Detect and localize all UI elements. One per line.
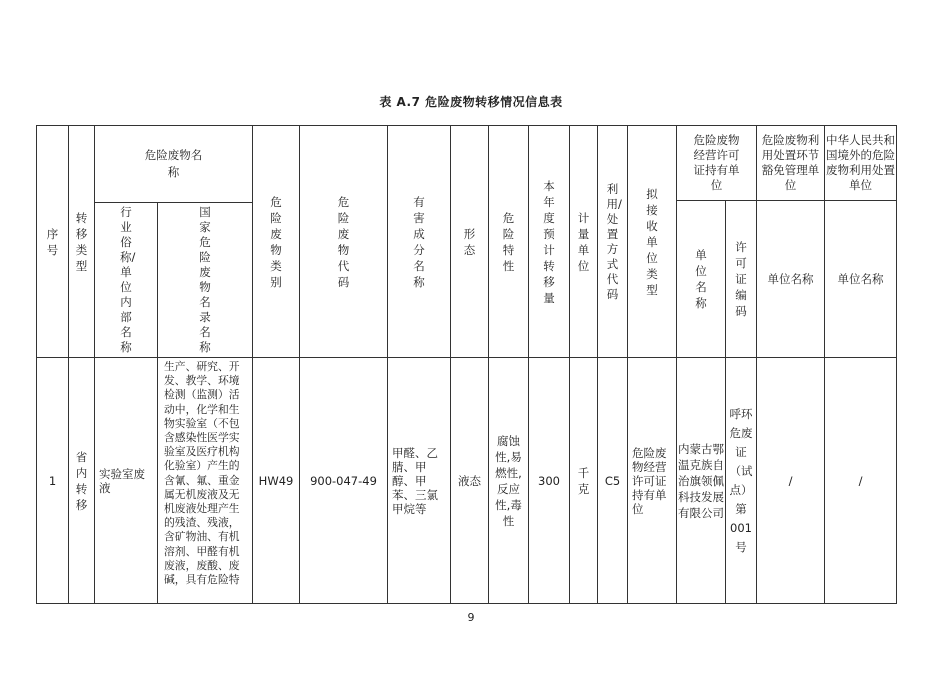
header-annual-amount: 本年度预计转移量 xyxy=(528,125,570,358)
header-seq: 序号 xyxy=(36,125,69,358)
header-abroad-group: 中华人民共和国境外的危险废物利用处置单位 xyxy=(824,125,897,201)
table-row-category: HW49 xyxy=(252,357,300,604)
header-hazard: 危险特性 xyxy=(488,125,529,358)
table-row-seq: 1 xyxy=(36,357,69,604)
header-national-name: 国家危险废物名录名称 xyxy=(157,202,253,358)
header-transfer-type: 转移类型 xyxy=(68,125,95,358)
table-row-industry-name: 实验室废液 xyxy=(94,357,158,604)
header-licensed-no: 许可证编码 xyxy=(725,200,757,358)
table-row-form: 液态 xyxy=(450,357,489,604)
table-row-method: C5 xyxy=(597,357,628,604)
header-exempt-name: 单位名称 xyxy=(756,200,825,358)
header-unit: 计量单位 xyxy=(569,125,598,358)
header-method: 利用/处置方式代码 xyxy=(597,125,628,358)
table-row-licensed-name: 内蒙古鄂温克族自治旗领佩科技发展有限公司 xyxy=(676,357,726,604)
table-row-harmful: 甲醛、乙腈、甲醇、甲苯、三氯甲烷等 xyxy=(387,357,451,604)
table-row-licensed-no: 呼环危废证（试点）第001号 xyxy=(725,357,757,604)
header-licensed-name: 单位名称 xyxy=(676,200,726,358)
header-code: 危险废物代码 xyxy=(299,125,388,358)
header-licensed-group: 危险废物经营许可证持有单位 xyxy=(676,125,757,201)
header-form: 形态 xyxy=(450,125,489,358)
header-industry-name: 行业俗称/单位内部名称 xyxy=(94,202,158,358)
table-row-unit: 千克 xyxy=(569,357,598,604)
table-row-transfer-type: 省内转移 xyxy=(68,357,95,604)
table-row-abroad-name: / xyxy=(824,357,897,604)
header-category: 危险废物类别 xyxy=(252,125,300,358)
page-number: 9 xyxy=(467,611,475,624)
header-exempt-group: 危险废物利用处置环节豁免管理单位 xyxy=(756,125,825,201)
header-receiver-type: 拟接收单位类型 xyxy=(627,125,677,358)
table-row-national-name: 生产、研究、开发、教学、环境检测（监测）活动中，化学和生物实验室（不包含感染性医学实验室及医疗机构化验室）产生的含氰、氟、重金属无机废液及无机废液处理产生的残渣、残液，含矿物油、有机溶剂、甲醛有机废液，废酸、废碱，具有危险特 xyxy=(157,357,253,604)
header-abroad-name: 单位名称 xyxy=(824,200,897,358)
header-harmful: 有害成分名称 xyxy=(387,125,451,358)
table-title: 表 A.7 危险废物转移情况信息表 xyxy=(379,95,563,109)
table-row-code: 900-047-49 xyxy=(299,357,388,604)
table-row-hazard: 腐蚀性,易燃性,反应性,毒性 xyxy=(488,357,529,604)
table-row-exempt-name: / xyxy=(756,357,825,604)
table-row-annual-amount: 300 xyxy=(528,357,570,604)
header-waste-name-group: 危险废物名称 xyxy=(94,125,253,203)
table-row-receiver-type: 危险废物经营许可证持有单位 xyxy=(627,357,677,604)
